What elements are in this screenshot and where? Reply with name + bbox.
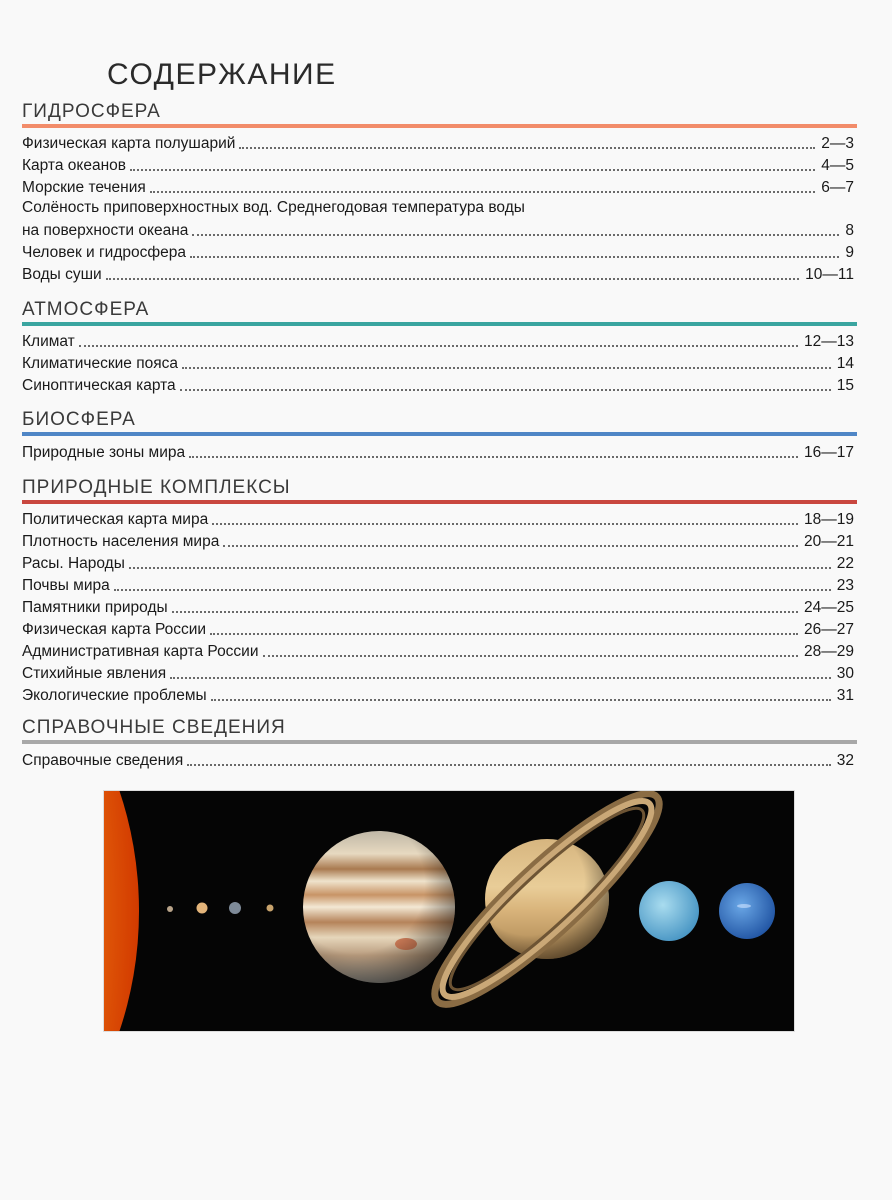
toc-entry[interactable]: [22, 132, 854, 154]
toc-entry-pages: 18—19: [804, 511, 854, 528]
toc-entry-pages: 26—27: [804, 621, 854, 638]
toc-entry[interactable]: [22, 640, 854, 662]
toc-entry-title: Морские течения: [22, 179, 146, 196]
toc-entry[interactable]: [22, 263, 854, 285]
toc-entry-title: Политическая карта мира: [22, 511, 209, 528]
toc-entry[interactable]: [22, 330, 854, 352]
toc-entry-title: Физическая карта полушарий: [22, 135, 236, 152]
toc-entry[interactable]: [22, 618, 854, 640]
dot-leader: [192, 234, 839, 236]
dot-leader: [189, 456, 798, 458]
toc-entry-title: Экологические проблемы: [22, 687, 207, 704]
toc-entry-title: Памятники природы: [22, 599, 168, 616]
toc-entry-title: Физическая карта России: [22, 621, 207, 638]
toc-entry[interactable]: [22, 684, 854, 706]
toc-entry-pages: 15: [836, 377, 854, 394]
toc-entry-title: Расы. Народы: [22, 555, 125, 572]
toc-entry[interactable]: [22, 508, 854, 530]
toc-entry-pages: 14: [836, 355, 854, 372]
toc-entry-pages: 24—25: [804, 599, 854, 616]
dot-leader: [210, 633, 798, 635]
toc-entry-pages: 23: [836, 577, 854, 594]
section-header-natural-complexes: ПРИРОДНЫЕ КОМПЛЕКСЫ: [22, 477, 291, 498]
toc-entry[interactable]: [22, 219, 854, 241]
toc-entry-title: Человек и гидросфера: [22, 244, 186, 261]
mercury: [167, 906, 173, 912]
toc-entry-title: Плотность населения мира: [22, 533, 220, 550]
toc-entry-pages: 30: [836, 665, 854, 682]
toc-entry[interactable]: [22, 552, 854, 574]
toc-entry-pages: 31: [836, 687, 854, 704]
solar-system-illustration: [103, 790, 795, 1032]
dot-leader: [172, 611, 798, 613]
page-title: СОДЕРЖАНИЕ: [107, 58, 337, 91]
sun: [104, 791, 139, 1031]
toc-entry[interactable]: [22, 352, 854, 374]
toc-entry[interactable]: [22, 154, 854, 176]
section-rule-biosphere: [22, 432, 857, 436]
section-rule-reference: [22, 740, 857, 744]
dot-leader: [150, 191, 815, 193]
dot-leader: [263, 655, 799, 657]
toc-entry-title: Справочные сведения: [22, 752, 184, 769]
toc-entry[interactable]: [22, 662, 854, 684]
toc-entry[interactable]: [22, 574, 854, 596]
toc-entry[interactable]: [22, 596, 854, 618]
dot-leader: [223, 545, 798, 547]
dot-leader: [180, 389, 831, 391]
toc-entry-title: на поверхности океана: [22, 222, 189, 239]
toc-entry-pages: 9: [845, 244, 854, 261]
dot-leader: [130, 169, 815, 171]
section-header-reference: СПРАВОЧНЫЕ СВЕДЕНИЯ: [22, 717, 286, 738]
toc-entry[interactable]: [22, 176, 854, 198]
dot-leader: [182, 367, 831, 369]
toc-entry[interactable]: [22, 374, 854, 396]
toc-entry-pages: 6—7: [821, 179, 854, 196]
toc-entry[interactable]: [22, 530, 854, 552]
venus: [197, 903, 208, 914]
toc-entry-title: Воды суши: [22, 266, 102, 283]
dot-leader: [212, 523, 798, 525]
toc-entry-pages: 16—17: [804, 444, 854, 461]
dot-leader: [170, 677, 831, 679]
toc-entry-pages: 32: [836, 752, 854, 769]
toc-entry-title: Карта океанов: [22, 157, 127, 174]
toc-entry-pages: 2—3: [821, 135, 854, 152]
dot-leader: [79, 345, 798, 347]
dot-leader: [187, 764, 831, 766]
section-header-atmosphere: АТМОСФЕРА: [22, 299, 150, 320]
section-header-biosphere: БИОСФЕРА: [22, 409, 136, 430]
toc-entry-title-line1: Солёность приповерхностных вод. Среднегодовая температура воды: [22, 199, 525, 216]
toc-entry-title: Природные зоны мира: [22, 444, 186, 461]
dot-leader: [114, 589, 831, 591]
toc-entry-pages: 20—21: [804, 533, 854, 550]
dot-leader: [190, 256, 839, 258]
toc-entry-title: Почвы мира: [22, 577, 110, 594]
toc-entry-title: Административная карта России: [22, 643, 259, 660]
toc-entry-title: Стихийные явления: [22, 665, 167, 682]
dot-leader: [211, 699, 831, 701]
dot-leader: [239, 147, 815, 149]
toc-entry-title: Климат: [22, 333, 75, 350]
toc-entry[interactable]: [22, 441, 854, 463]
toc-entry-pages: 28—29: [804, 643, 854, 660]
toc-entry-pages: 12—13: [804, 333, 854, 350]
section-rule-atmosphere: [22, 322, 857, 326]
toc-entry-pages: 4—5: [821, 157, 854, 174]
section-header-hydrosphere: ГИДРОСФЕРА: [22, 101, 161, 122]
neptune: [719, 883, 775, 939]
earth-moon: [267, 905, 274, 912]
dot-leader: [129, 567, 831, 569]
section-rule-natural-complexes: [22, 500, 857, 504]
toc-entry-pages: 10—11: [805, 266, 854, 283]
earth: [229, 902, 241, 914]
toc-entry[interactable]: [22, 241, 854, 263]
dot-leader: [106, 278, 799, 280]
toc-entry-pages: 22: [836, 555, 854, 572]
toc-entry-title: Климатические пояса: [22, 355, 179, 372]
section-rule-hydrosphere: [22, 124, 857, 128]
toc-entry[interactable]: [22, 749, 854, 771]
uranus: [639, 881, 699, 941]
toc-entry-title: Синоптическая карта: [22, 377, 176, 394]
jupiter: [303, 831, 455, 983]
toc-entry-pages: 8: [845, 222, 854, 239]
